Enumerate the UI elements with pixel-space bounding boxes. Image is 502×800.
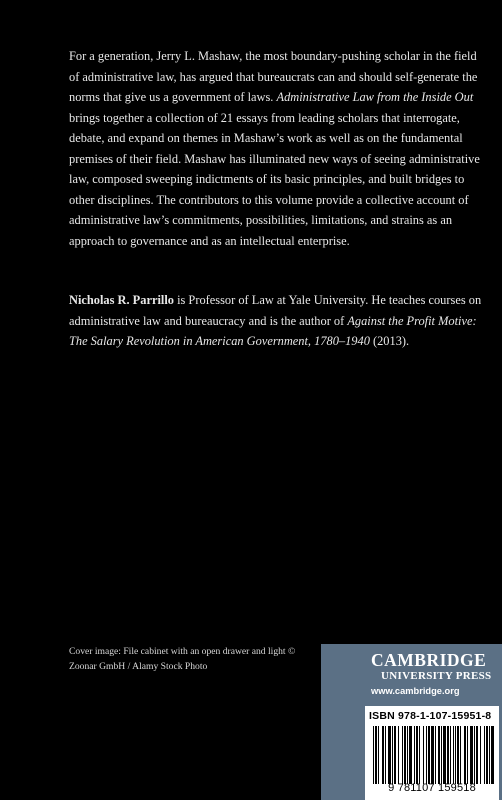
barcode-bar — [455, 726, 456, 784]
barcode-bar — [414, 726, 415, 784]
barcode-box — [365, 706, 499, 800]
barcode-icon — [371, 726, 495, 784]
barcode-bar — [476, 726, 478, 784]
prior-book-title: Against the Profit Motive: The Salary Revolution in American Government, 1780–1940 — [69, 313, 477, 348]
barcode-bar — [441, 726, 442, 784]
barcode-bar — [474, 726, 475, 784]
publisher-name: CAMBRIDGE — [371, 650, 487, 670]
publisher-panel — [321, 644, 502, 800]
barcode-bar — [428, 726, 430, 784]
barcode-bar — [489, 726, 490, 784]
barcode-bar — [419, 726, 420, 784]
barcode-bar — [388, 726, 391, 784]
barcode-digits: 9 781107 159518 — [388, 782, 476, 794]
barcode-bar — [480, 726, 481, 784]
barcode-bar — [378, 726, 379, 784]
barcode-bar — [457, 726, 459, 784]
bio-text-2: (2013). — [369, 334, 410, 348]
barcode-bar — [447, 726, 449, 784]
barcode-bar — [484, 726, 485, 784]
barcode-bar — [416, 726, 418, 784]
barcode-bar — [443, 726, 446, 784]
barcode-bar — [467, 726, 468, 784]
cover-image-credit: Cover image: File cabinet with an open drawer and light © Zoonar GmbH / Alamy Stock Photo — [69, 646, 296, 672]
bio-text-1: is Professor of Law at Yale University. He teaches courses on administrative law and bureaucracy and is the author of — [69, 293, 482, 328]
barcode-bar — [435, 726, 436, 784]
barcode-bar — [385, 726, 386, 784]
barcode-bar — [426, 726, 427, 784]
blurb-text-2: brings together a collection of 21 essays from leading scholars that interrogate, debate, and expand on themes in Mashaw’s work as well as on the fundamental premises of their field. Mashaw has illuminated new ways of seeing administrative law, composed sweeping indictments of its basic principles, and built bridges to other disciplines. The contributors to this volume provide a collective account of administrative law’s commitments, possibilities, limitations, and strains as an approach to governance and as an intellectual enterprise. — [69, 110, 480, 248]
barcode-bar — [375, 726, 377, 784]
barcode-bar — [423, 726, 424, 784]
author-bio — [69, 290, 489, 352]
blurb-text-1: For a generation, Jerry L. Mashaw, the most boundary-pushing scholar in the field of administrative law, has argued that bureaucrats can and should self-generate the norms that give us a government of laws. — [69, 49, 478, 104]
barcode-bar — [398, 726, 399, 784]
barcode-bar — [470, 726, 473, 784]
barcode-bar — [460, 726, 461, 784]
barcode-bar — [394, 726, 396, 784]
author-name: Nicholas R. Parrillo — [69, 293, 174, 307]
publisher-url: www.cambridge.org — [371, 686, 460, 696]
barcode-bar — [431, 726, 434, 784]
barcode-bar — [373, 726, 374, 784]
barcode-bar — [453, 726, 454, 784]
back-cover-blurb — [69, 46, 489, 251]
barcode-bar — [409, 726, 412, 784]
barcode-bar — [486, 726, 488, 784]
barcode-bar — [402, 726, 403, 784]
barcode-bar — [450, 726, 451, 784]
isbn-label: ISBN 978-1-107-15951-8 — [369, 710, 492, 722]
barcode-bar — [438, 726, 440, 784]
barcode-bar — [491, 726, 494, 784]
book-title: Administrative Law from the Inside Out — [276, 90, 474, 104]
publisher-subname: UNIVERSITY PRESS — [381, 670, 492, 682]
barcode-bar — [392, 726, 393, 784]
barcode-bar — [407, 726, 408, 784]
barcode-bar — [382, 726, 384, 784]
barcode-bar — [464, 726, 466, 784]
barcode-bar — [404, 726, 406, 784]
